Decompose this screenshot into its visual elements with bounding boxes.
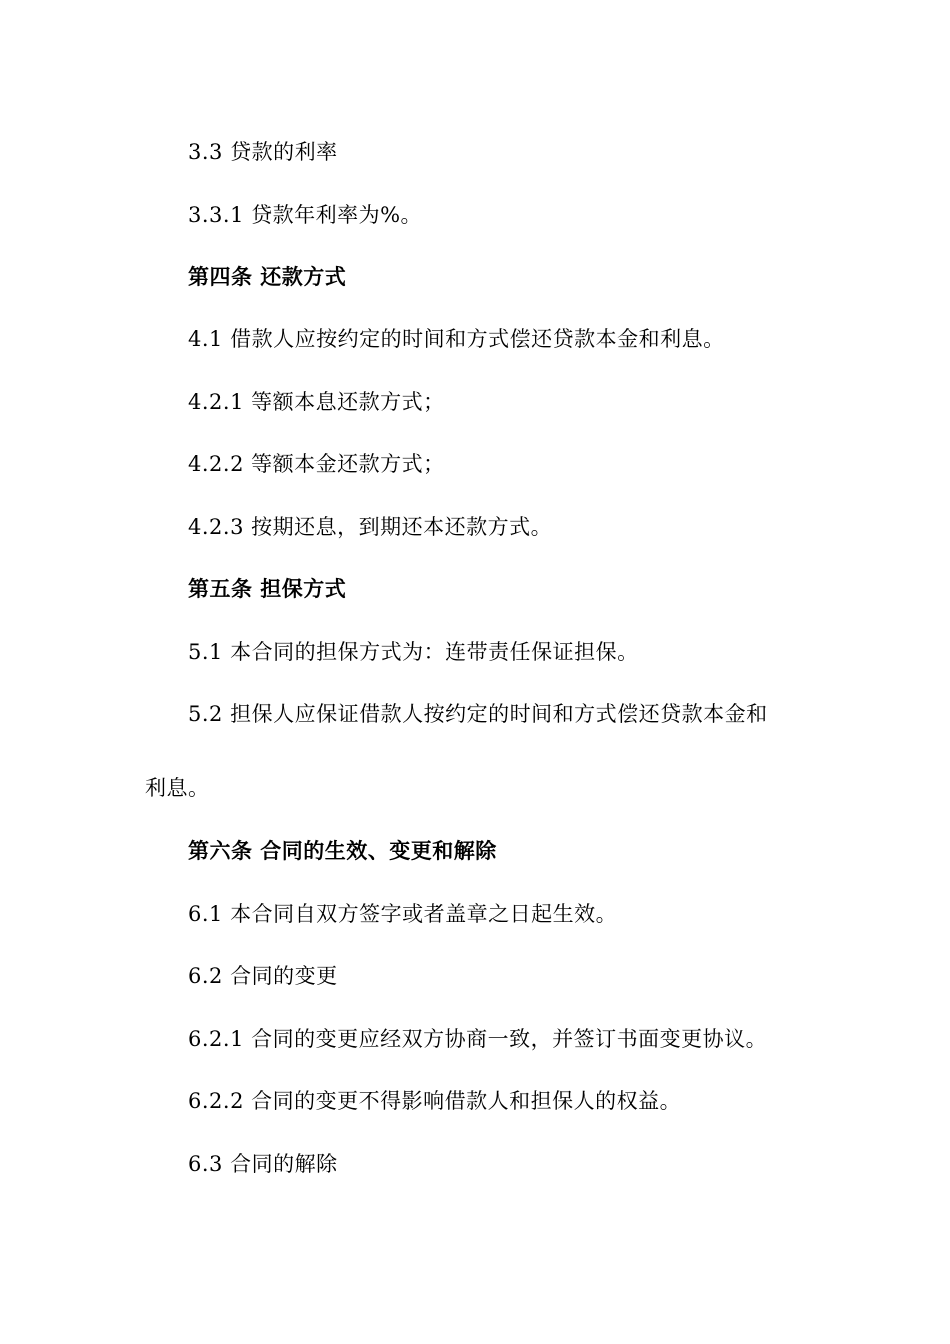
clause-5-2: 5.2 担保人应保证借款人按约定的时间和方式偿还贷款本金和 (188, 702, 768, 726)
clause-4-2-2: 4.2.2 等额本金还款方式； (188, 452, 445, 476)
clause-6-3: 6.3 合同的解除 (188, 1152, 338, 1176)
clause-6-2-2: 6.2.2 合同的变更不得影响借款人和担保人的权益。 (188, 1089, 682, 1113)
clause-6-2: 6.2 合同的变更 (188, 964, 338, 988)
clause-4-2-3: 4.2.3 按期还息，到期还本还款方式。 (188, 515, 553, 539)
clause-3-3: 3.3 贷款的利率 (188, 140, 338, 164)
clause-3-3-1: 3.3.1 贷款年利率为%。 (188, 203, 423, 227)
clause-4-2-1: 4.2.1 等额本息还款方式； (188, 390, 445, 414)
clause-6-2-1: 6.2.1 合同的变更应经双方协商一致，并签订书面变更协议。 (188, 1027, 768, 1051)
article-5-heading: 第五条 担保方式 (188, 576, 347, 601)
clause-4-1: 4.1 借款人应按约定的时间和方式偿还贷款本金和利息。 (188, 327, 725, 351)
article-6-heading: 第六条 合同的生效、变更和解除 (188, 838, 497, 863)
clause-6-1: 6.1 本合同自双方签字或者盖章之日起生效。 (188, 902, 618, 926)
article-4-heading: 第四条 还款方式 (188, 264, 347, 289)
clause-5-2-continuation: 利息。 (145, 776, 210, 800)
clause-5-1: 5.1 本合同的担保方式为：连带责任保证担保。 (188, 640, 639, 664)
